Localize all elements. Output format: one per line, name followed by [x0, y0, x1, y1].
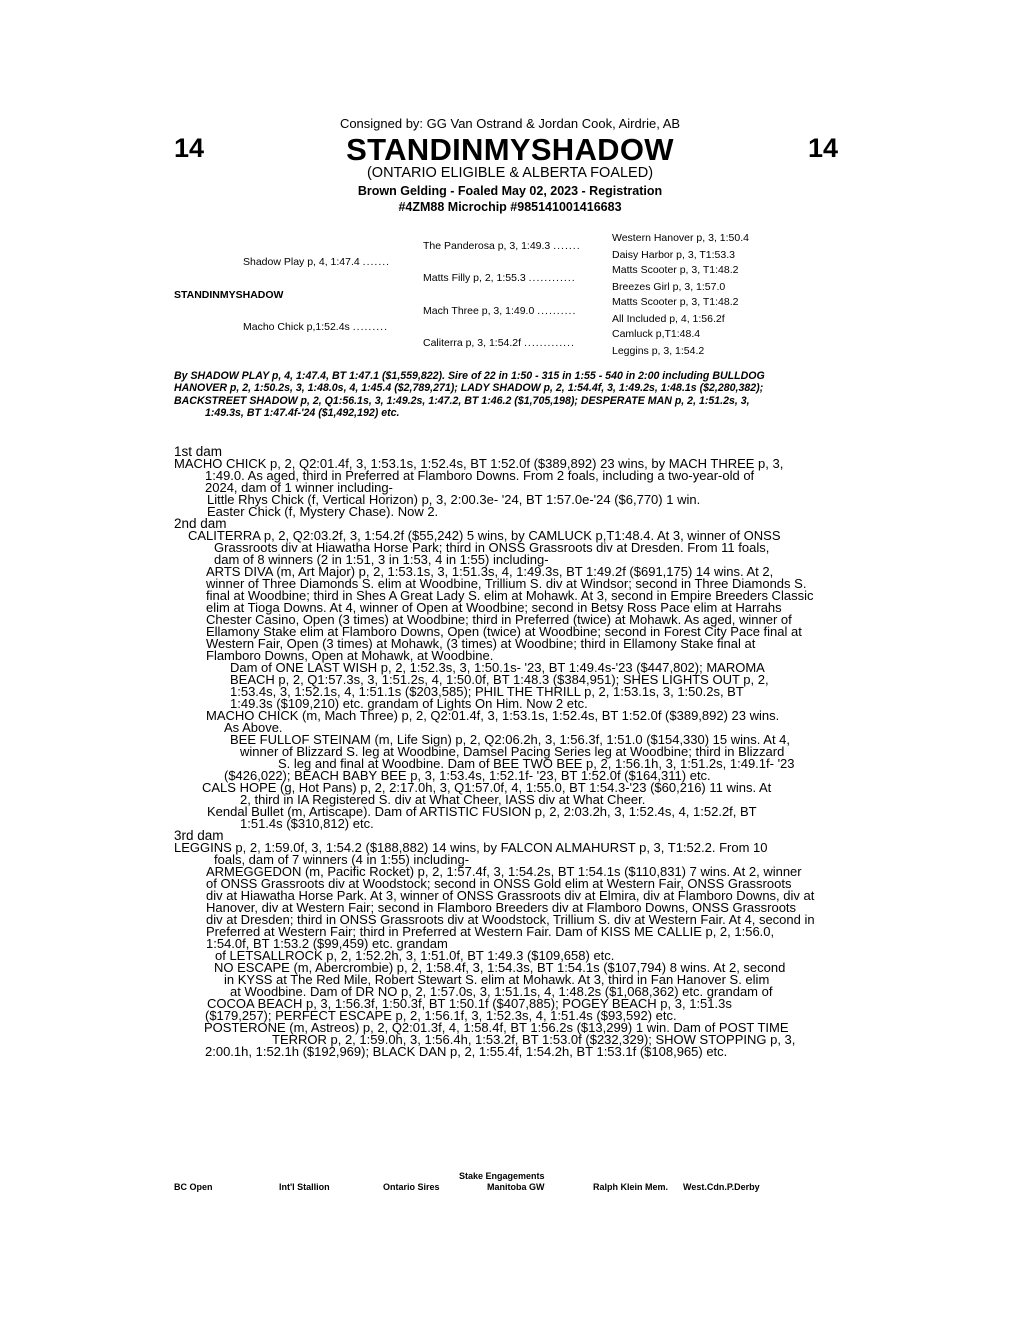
body-line: LEGGINS p, 2, 1:59.0f, 3, 1:54.2 ($188,882) 14 wins, by FALCON ALMAHURST p, 3, T1:52.2. From 10	[174, 840, 768, 855]
body-line: in KYSS at The Red Mile, Robert Stewart S. elim at Mohawk. At 3, third in Fan Hanover S. elim	[224, 972, 770, 987]
pedigree-sire-dam: Matts Filly p, 2, 1:55.3 ............	[423, 272, 576, 284]
pedigree-dam: Macho Chick p,1:52.4s .........	[243, 321, 388, 333]
body-line: winner of Blizzard S. leg at Woodbine, Damsel Pacing Series leg at Woodbine; third in Blizzard	[240, 744, 785, 759]
body-line: Dam of ONE LAST WISH p, 2, 1:52.3s, 3, 1:50.1s- '23, BT 1:49.4s-'23 ($447,802); MAROMA	[230, 660, 765, 675]
body-line: 1:49.0. As aged, third in Preferred at Flamboro Downs. From 2 foals, including a two-year-old of	[205, 468, 755, 483]
pedigree-sire-sire: The Panderosa p, 3, 1:49.3 .......	[423, 240, 581, 252]
body-line: elim at Tioga Downs. At 4, winner of Open at Woodbine; second in Betsy Ross Pace elim at Harrahs	[206, 600, 782, 615]
body-line: Preferred at Western Fair; third in Preferred at Western Fair. Dam of KISS ME CALLIE p, 2, 1:56.0,	[206, 924, 775, 939]
sire-summary-line: BACKSTREET SHADOW p, 2, Q1:56.1s, 3, 1:49.2s, 1:47.2, BT 1:46.2 ($1,705,198); DESPERATE MAN p, 2, 1:51.2s, 3,	[174, 394, 750, 407]
hip-number-left: 14	[174, 133, 205, 163]
stake-item: BC Open	[174, 1182, 213, 1192]
body-line: Grassroots div at Hiawatha Horse Park; third in ONSS Grassroots div at Dresden. From 11 foals,	[214, 540, 770, 555]
body-line: 1:49.3s ($109,210) etc. grandam of Lights On Him. Now 2 etc.	[230, 696, 588, 711]
pedigree-g7: Camluck p,T1:48.4	[612, 328, 701, 340]
body-line: Ellamony Stake elim at Flamboro Downs, Open (twice) at Woodbine; second in Forest City Pace final at	[206, 624, 802, 639]
third-dam-heading: 3rd dam	[174, 828, 224, 843]
body-line: Little Rhys Chick (f, Vertical Horizon) p, 3, 2:00.3e- '24, BT 1:57.0e-'24 ($6,770) 1 win.	[207, 492, 701, 507]
hip-number-right: 14	[808, 133, 839, 163]
body-line: CALS HOPE (g, Hot Pans) p, 2, 2:17.0h, 3, Q1:57.0f, 4, 1:55.0, BT 1:54.3-'23 ($60,216) 11 wins. At	[202, 780, 772, 795]
body-line: winner of Three Diamonds S. elim at Woodbine, Trillium S. div at Windsor; second in Three Diamonds S.	[206, 576, 807, 591]
body-line: ($426,022); BEACH BABY BEE p, 3, 1:53.4s, 1:52.1f- '23, BT 1:52.0f ($164,311) etc.	[224, 768, 711, 783]
body-line: foals, dam of 7 winners (4 in 1:55) including-	[214, 852, 470, 867]
body-line: at Woodbine. Dam of DR NO p, 2, 1:57.0s, 3, 1:51.1s, 4, 1:48.2s ($1,068,362) etc. grandam of	[230, 984, 773, 999]
body-line: Easter Chick (f, Mystery Chase). Now 2.	[207, 504, 439, 519]
body-line: S. leg and final at Woodbine. Dam of BEE TWO BEE p, 2, 1:56.1h, 3, 1:51.2s, 1:49.1f- '23	[278, 756, 795, 771]
sire-summary-line: 1:49.3s, BT 1:47.4f-'24 ($1,492,192) etc.	[205, 407, 400, 420]
pedigree-g5: Matts Scooter p, 3, T1:48.2	[612, 296, 739, 308]
stake-item: Int'l Stallion	[279, 1182, 330, 1192]
dam-family-section	[174, 446, 854, 1058]
body-line: of LETSALLROCK p, 2, 1:52.2h, 3, 1:51.0f, BT 1:49.3 ($109,658) etc.	[215, 948, 615, 963]
body-line: of ONSS Grassroots div at Woodstock; second in ONSS Gold elim at Western Fair, ONSS Grassroots	[206, 876, 792, 891]
pedigree-dam-dam: Caliterra p, 3, 1:54.2f .............	[423, 337, 575, 349]
body-line: 1:53.4s, 3, 1:52.1s, 4, 1:51.1s ($203,585); PHIL THE THRILL p, 2, 1:53.1s, 3, 1:50.2s, BT	[230, 684, 744, 699]
sire-summary-line: By SHADOW PLAY p, 4, 1:47.4, BT 1:47.1 ($1,559,822). Sire of 22 in 1:50 - 315 in 1:55 - 540 in 2:00 including BULLDOG	[174, 370, 765, 382]
stake-item: West.Cdn.P.Derby	[683, 1182, 760, 1192]
body-line: BEACH p, 2, Q1:57.3s, 3, 1:51.2s, 4, 1:50.0f, BT 1:48.3 ($384,951); SHES LIGHTS OUT p, 2,	[230, 672, 769, 687]
body-line: ($179,257); PERFECT ESCAPE p, 2, 1:56.1f, 3, 1:52.3s, 4, 1:51.4s ($93,592) etc.	[205, 1008, 677, 1023]
body-line: As Above.	[224, 720, 283, 735]
horse-name: STANDINMYSHADOW	[346, 132, 674, 167]
body-line: final at Woodbine; third in Shes A Great Lady S. elim at Mohawk. At 3, second in Empire Breeders Classic	[206, 588, 814, 603]
stake-item: Manitoba GW	[487, 1182, 545, 1192]
eligibility-line: (ONTARIO ELIGIBLE & ALBERTA FOALED)	[366, 165, 654, 181]
second-dam-heading: 2nd dam	[174, 516, 227, 531]
pedigree-dam-sire: Mach Three p, 3, 1:49.0 ..........	[423, 305, 577, 317]
sire-summary-line: HANOVER p, 2, 1:50.2s, 3, 1:48.0s, 4, 1:45.4 ($2,789,271); LADY SHADOW p, 2, 1:54.4f, 3, 1:49.2s, 1:48.1s ($2,280,382);	[174, 382, 764, 395]
body-line: CALITERRA p, 2, Q2:03.2f, 3, 1:54.2f ($55,242) 5 wins, by CAMLUCK p,T1:48.4. At 3, winner of ONSS	[188, 528, 781, 543]
pedigree-g3: Matts Scooter p, 3, T1:48.2	[612, 264, 739, 276]
body-line: NO ESCAPE (m, Abercrombie) p, 2, 1:58.4f, 3, 1:54.3s, BT 1:54.1s ($107,794) 8 wins. At 2, second	[214, 960, 786, 975]
pedigree-g1: Western Hanover p, 3, 1:50.4	[612, 232, 749, 244]
pedigree-g8: Leggins p, 3, 1:54.2	[612, 345, 705, 357]
body-line: 2024, dam of 1 winner including-	[205, 480, 393, 495]
pedigree-g6: All Included p, 4, 1:56.2f	[612, 313, 725, 325]
body-line: COCOA BEACH p, 3, 1:56.3f, 1:50.3f, BT 1:50.1f ($407,885); POGEY BEACH p, 3, 1:51.3s	[207, 996, 732, 1011]
sire-summary	[174, 370, 854, 420]
description-line-2: #4ZM88 Microchip #985141001416683	[398, 200, 622, 214]
body-line: 2:00.1h, 1:52.1h ($192,969); BLACK DAN p, 2, 1:55.4f, 1:54.2h, BT 1:53.1f ($108,965) etc.	[205, 1044, 728, 1059]
body-line: Chester Casino, Open (3 times) at Woodbine; third in Preferred (twice) at Mohawk. As aged, winner of	[206, 612, 792, 627]
pedigree-g4: Breezes Girl p, 3, 1:57.0	[612, 281, 726, 293]
body-line: MACHO CHICK p, 2, Q2:01.4f, 3, 1:53.1s, 1:52.4s, BT 1:52.0f ($389,892) 23 wins, by MACH THREE p, 3,	[174, 456, 784, 471]
pedigree-horse: STANDINMYSHADOW	[174, 289, 284, 301]
body-line: Kendal Bullet (m, Artiscape). Dam of ARTISTIC FUSION p, 2, 2:03.2h, 3, 1:52.4s, 4, 1:52.2f, BT	[207, 804, 757, 819]
body-line: Flamboro Downs, Open at Mohawk, at Woodbine.	[206, 648, 494, 663]
body-line: ARTS DIVA (m, Art Major) p, 2, 1:53.1s, 3, 1:51.3s, 4, 1:49.3s, BT 1:49.2f ($691,175) 14 wins. At 2,	[206, 564, 774, 579]
body-line: div at Dresden; third in ONSS Grassroots div at Woodstock, Trillium S. div at Western Fair. At 4, second in	[206, 912, 815, 927]
pedigree-g2: Daisy Harbor p, 3, T1:53.3	[612, 249, 735, 261]
body-line: BEE FULLOF STEINAM (m, Life Sign) p, 2, Q2:06.2h, 3, 1:56.3f, 1:51.0 ($154,330) 15 wins. At 4,	[230, 732, 791, 747]
stake-item: Ontario Sires	[383, 1182, 440, 1192]
body-line: POSTERONE (m, Astreos) p, 2, Q2:01.3f, 4, 1:58.4f, BT 1:56.2s ($13,299) 1 win. Dam of POST TIME	[204, 1020, 789, 1035]
pedigree-sire: Shadow Play p, 4, 1:47.4 .......	[243, 256, 391, 268]
body-line: dam of 8 winners (2 in 1:51, 3 in 1:53, 4 in 1:55) including-	[214, 552, 549, 567]
body-line: div at Hiawatha Horse Park. At 3, winner of ONSS Grassroots div at Elmira, div at Flamboro Downs, div at	[206, 888, 815, 903]
consignor-line: Consigned by: GG Van Ostrand & Jordan Cook, Airdrie, AB	[339, 116, 681, 131]
body-line: 2, third in IA Registered S. div at What Cheer, IASS div at What Cheer.	[240, 792, 646, 807]
body-line: ARMEGGEDON (m, Pacific Rocket) p, 2, 1:57.4f, 3, 1:54.2s, BT 1:54.1s ($110,831) 7 wins. At 2, winner	[206, 864, 802, 879]
body-line: TERROR p, 2, 1:59.0h, 3, 1:56.4h, 1:53.2f, BT 1:53.0f ($232,329); SHOW STOPPING p, 3,	[272, 1032, 796, 1047]
body-line: 1:51.4s ($310,812) etc.	[240, 816, 374, 831]
stake-item: Ralph Klein Mem.	[593, 1182, 669, 1192]
first-dam-heading: 1st dam	[174, 444, 223, 459]
body-line: Western Fair, Open (3 times) at Mohawk, (3 times) at Woodbine; third in Ellamony Stake final at	[206, 636, 756, 651]
body-line: MACHO CHICK (m, Mach Three) p, 2, Q2:01.4f, 3, 1:53.1s, 1:52.4s, BT 1:52.0f ($389,892) 23 wins.	[206, 708, 780, 723]
body-line: Hanover, div at Western Fair; second in Flamboro Breeders div at Flamboro Downs, ONSS Grassroots	[206, 900, 797, 915]
stake-engagements-title: Stake Engagements	[459, 1171, 545, 1181]
body-line: 1:54.0f, BT 1:53.2 ($99,459) etc. grandam	[206, 936, 448, 951]
description-line-1: Brown Gelding - Foaled May 02, 2023 - Registration	[357, 184, 663, 198]
